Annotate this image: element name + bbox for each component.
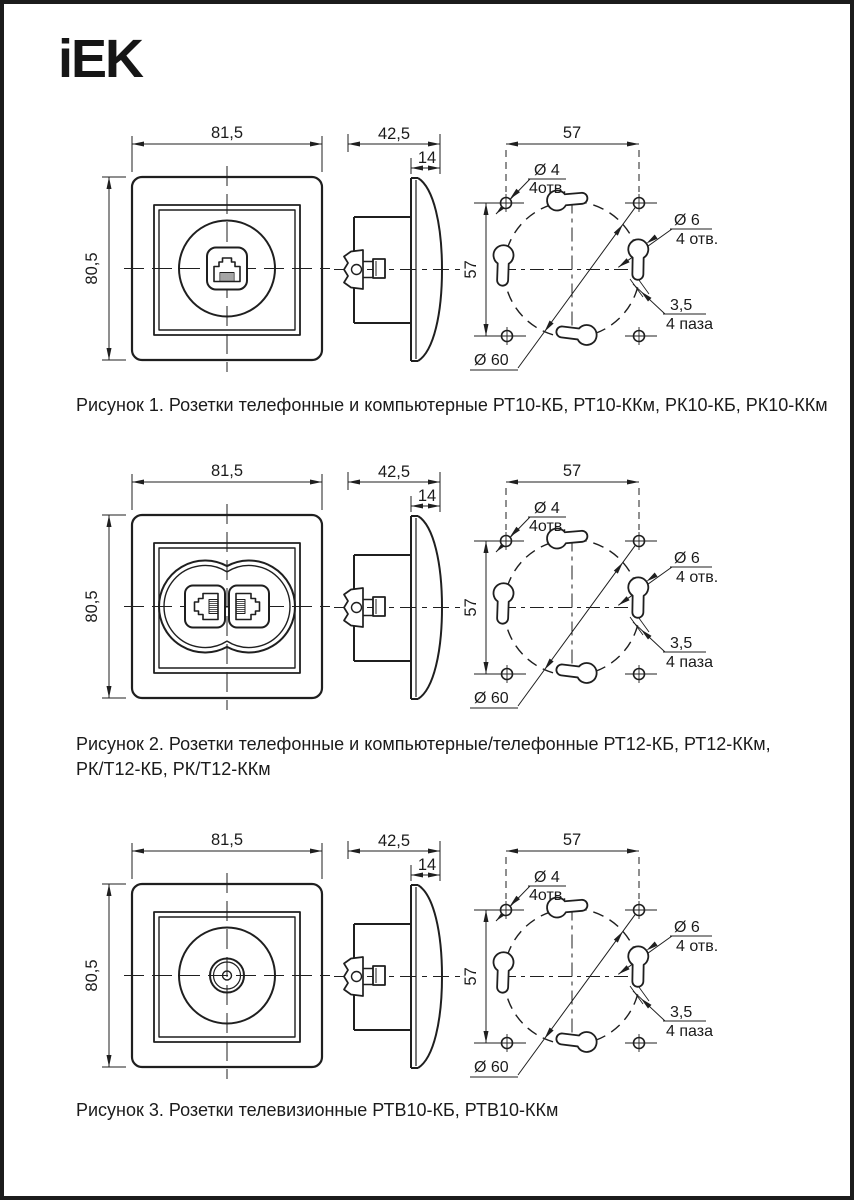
small-hole-count-label: 4отв. <box>529 180 567 197</box>
side-cover-label: 14 <box>417 856 437 874</box>
figure-1-mounting-pattern <box>458 118 803 393</box>
front-height-label: 80,5 <box>83 959 101 992</box>
figure-1-side-view <box>332 118 462 383</box>
figure-2-side-view <box>332 456 462 721</box>
big-hole-dia-label: Ø 6 <box>674 212 700 229</box>
box-dia-label: Ø 60 <box>474 690 509 707</box>
slot-count-label: 4 паза <box>666 1023 713 1040</box>
figure-3-mounting-pattern <box>458 825 803 1100</box>
big-hole-dia-label: Ø 6 <box>674 919 700 936</box>
small-hole-count-label: 4отв. <box>529 887 567 904</box>
small-hole-dia-label: Ø 4 <box>534 500 560 517</box>
mount-pitch-v-label: 57 <box>462 967 480 986</box>
big-hole-dia-label: Ø 6 <box>674 550 700 567</box>
box-dia-label: Ø 60 <box>474 352 509 369</box>
front-width-label: 81,5 <box>210 831 244 849</box>
mount-pitch-v-label: 57 <box>462 260 480 279</box>
front-width-label: 81,5 <box>210 124 244 142</box>
slot-count-label: 4 паза <box>666 316 713 333</box>
figure-2-front-view <box>82 456 332 721</box>
small-hole-count-label: 4отв. <box>529 518 567 535</box>
mount-pitch-h-label: 57 <box>562 124 582 142</box>
mount-pitch-h-label: 57 <box>562 462 582 480</box>
caption-line: Рисунок 2. Розетки телефонные и компьютерные/телефонные РТ12-КБ, РТ12-ККм, <box>76 734 771 754</box>
mount-pitch-v-label: 57 <box>462 598 480 617</box>
caption-line: Рисунок 3. Розетки телевизионные РТВ10-КБ, РТВ10-ККм <box>76 1100 559 1120</box>
big-hole-count-label: 4 отв. <box>676 231 719 248</box>
caption-line: Рисунок 1. Розетки телефонные и компьютерные РТ10-КБ, РТ10-ККм, РК10-КБ, РК10-ККм <box>76 395 828 415</box>
figure-2-drawings <box>4 456 850 736</box>
big-hole-count-label: 4 отв. <box>676 938 719 955</box>
figure-3-side-view <box>332 825 462 1090</box>
side-depth-label: 42,5 <box>377 832 411 850</box>
front-height-label: 80,5 <box>83 590 101 623</box>
figure-3-caption <box>76 1098 558 1123</box>
figure-3-front-view <box>82 825 332 1090</box>
front-height-label: 80,5 <box>83 252 101 285</box>
slot-count-label: 4 паза <box>666 654 713 671</box>
brand-logo: iEK <box>58 29 143 89</box>
side-depth-label: 42,5 <box>377 463 411 481</box>
front-width-label: 81,5 <box>210 462 244 480</box>
box-dia-label: Ø 60 <box>474 1059 509 1076</box>
figure-2-caption <box>76 732 771 782</box>
side-cover-label: 14 <box>417 487 437 505</box>
slot-width-label: 3,5 <box>670 1004 693 1021</box>
small-hole-dia-label: Ø 4 <box>534 162 560 179</box>
small-hole-dia-label: Ø 4 <box>534 869 560 886</box>
caption-line: РК/Т12-КБ, РК/Т12-ККм <box>76 759 271 779</box>
figure-3-drawings <box>4 825 850 1105</box>
figure-1-drawings <box>4 118 850 398</box>
side-depth-label: 42,5 <box>377 125 411 143</box>
slot-width-label: 3,5 <box>670 297 693 314</box>
figure-2-mounting-pattern <box>458 456 803 731</box>
mount-pitch-h-label: 57 <box>562 831 582 849</box>
side-cover-label: 14 <box>417 149 437 167</box>
figure-1-front-view <box>82 118 332 383</box>
big-hole-count-label: 4 отв. <box>676 569 719 586</box>
slot-width-label: 3,5 <box>670 635 693 652</box>
figure-1-caption <box>76 393 828 418</box>
